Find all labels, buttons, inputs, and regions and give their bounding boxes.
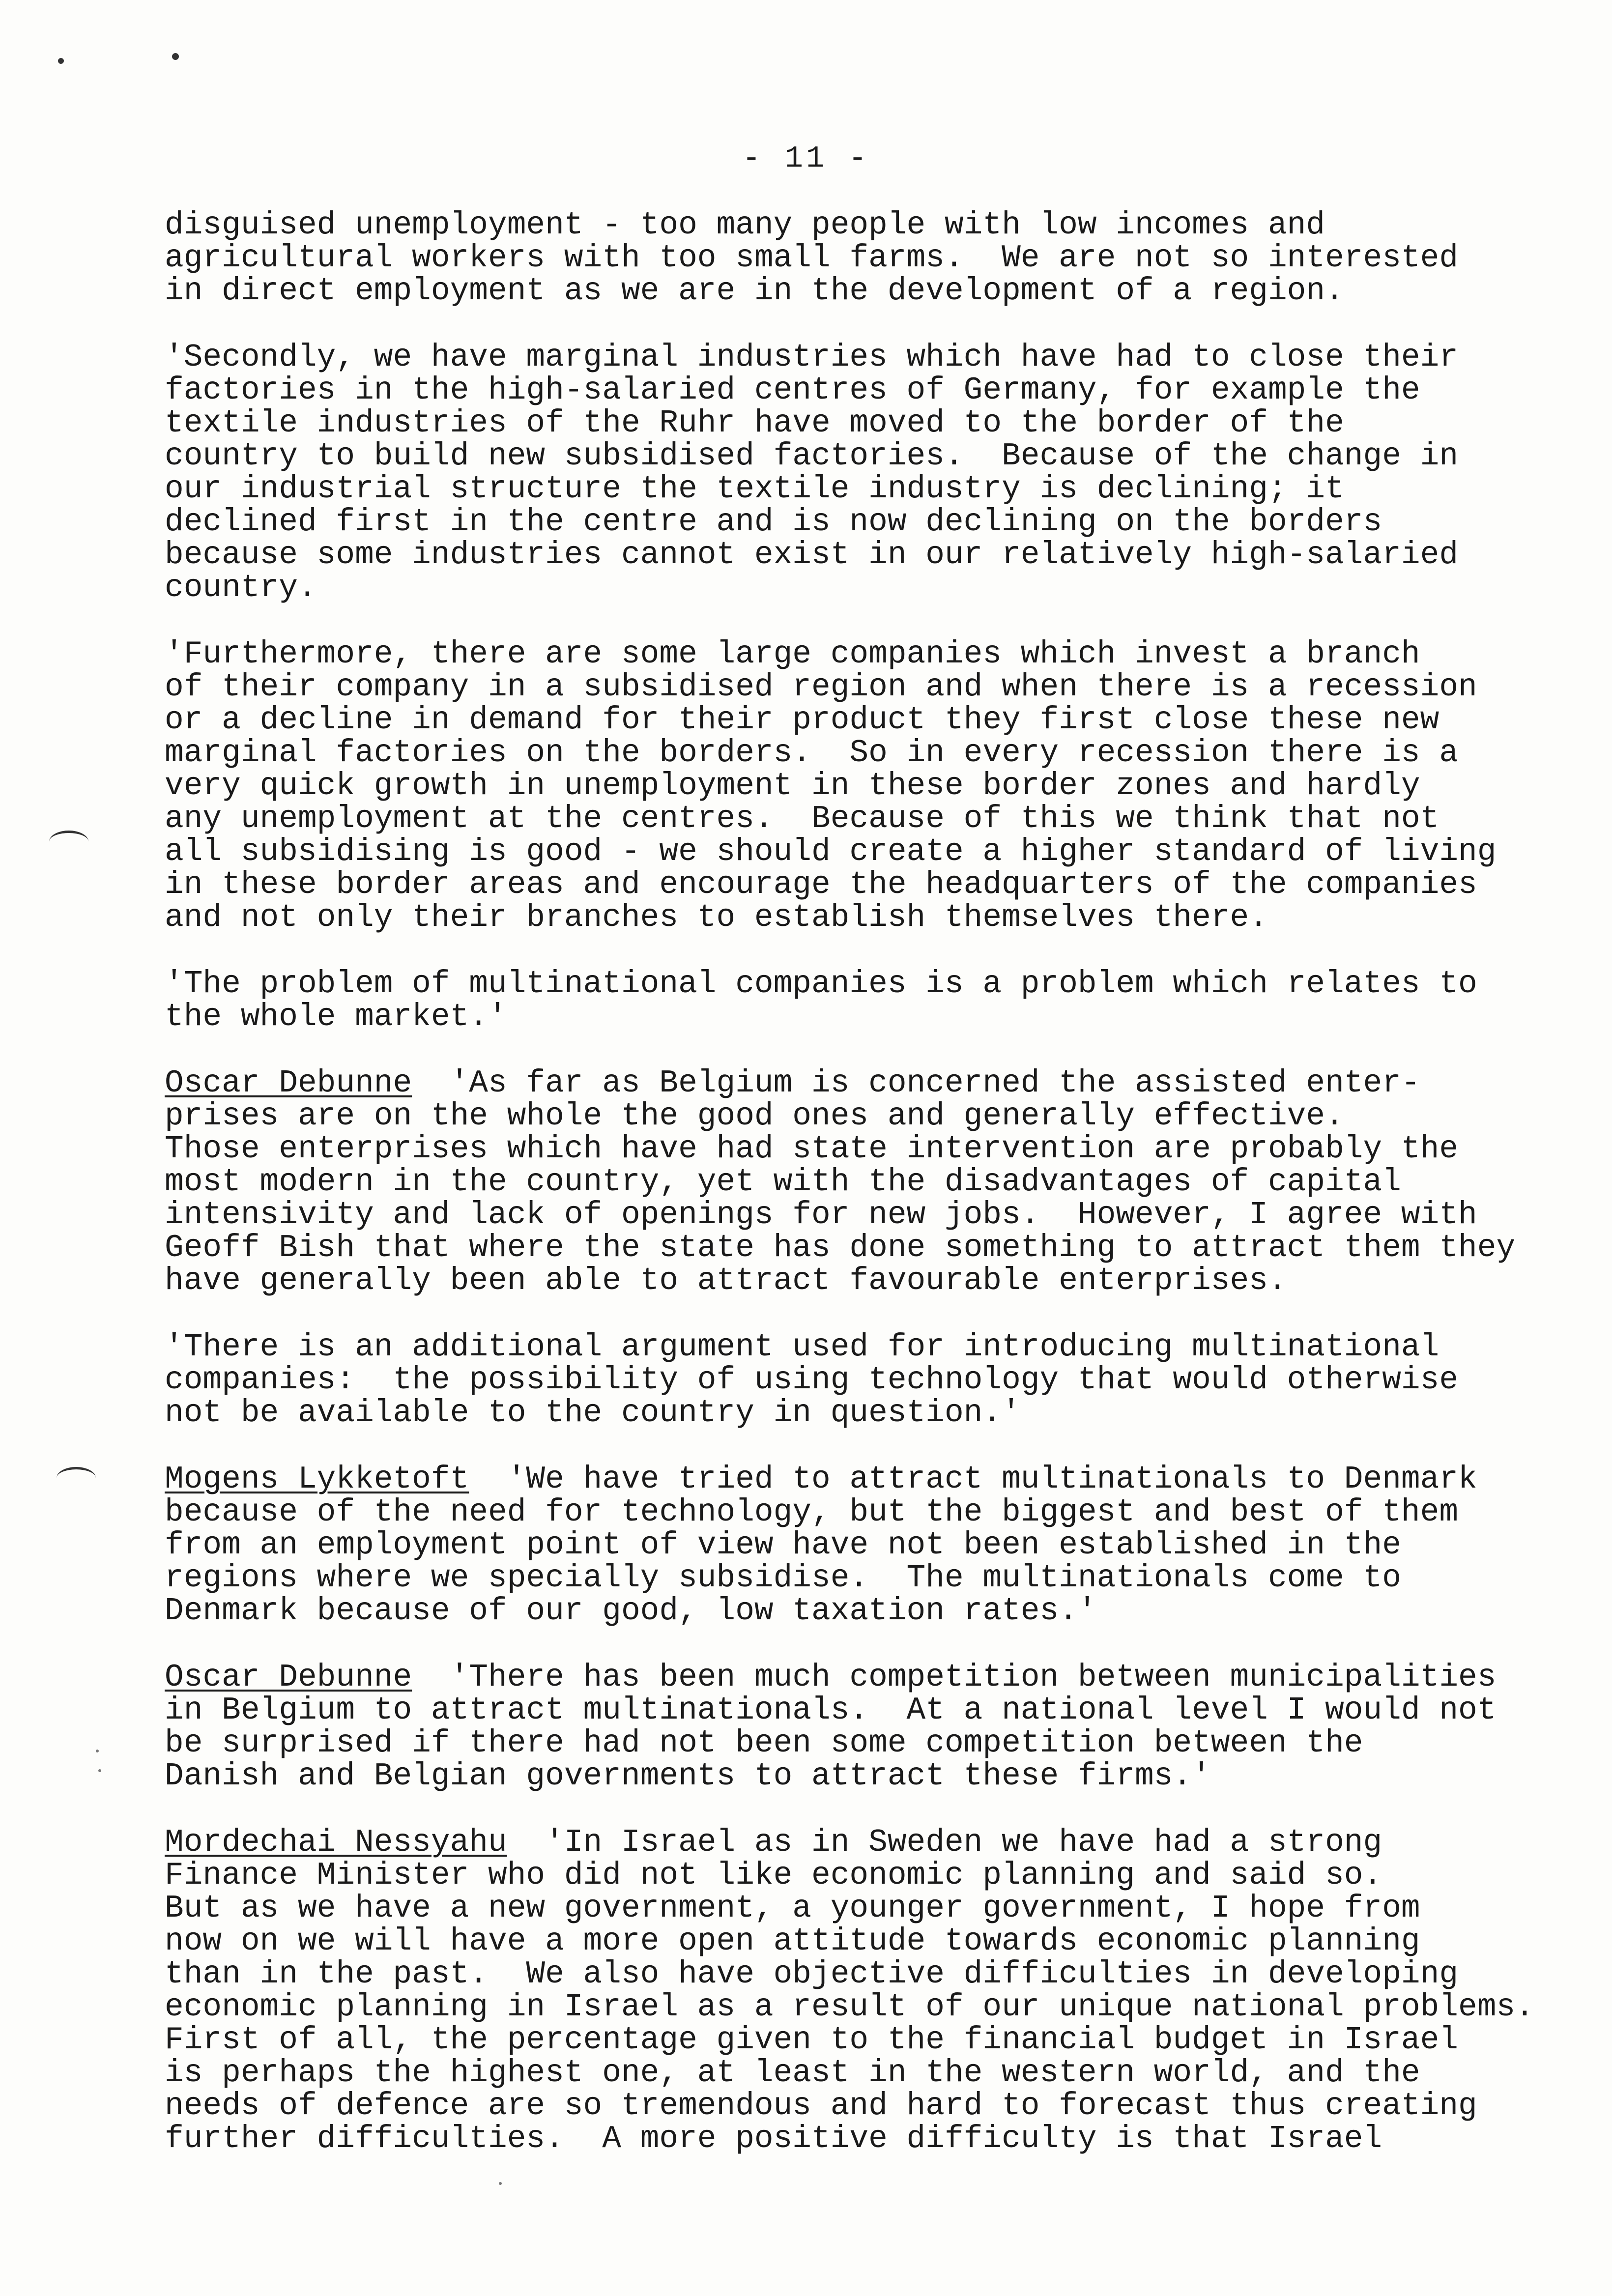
text-line: all subsidising is good - we should create a higher standard of living <box>165 834 1497 870</box>
text-line: of their company in a subsidised region and when there is a recession <box>165 669 1477 705</box>
text-line: because some industries cannot exist in our relatively high-salaried <box>165 537 1459 573</box>
speaker-name: Oscar Debunne <box>165 1065 412 1101</box>
text-line: disguised unemployment - too many people with low incomes and <box>165 207 1325 243</box>
scan-speck <box>98 1769 101 1772</box>
text-line: Danish and Belgian governments to attract these firms.' <box>165 1758 1211 1794</box>
text-line: declined first in the centre and is now declining on the borders <box>165 504 1382 540</box>
text-line <box>165 1661 1560 1694</box>
text-line: most modern in the country, yet with the disadvantages of capital <box>165 1164 1401 1200</box>
speaker-name: Mogens Lykketoft <box>165 1462 469 1497</box>
speech-text: 'As far as Belgium is concerned the assisted enter- <box>412 1065 1420 1101</box>
text-line: in these border areas and encourage the headquarters of the companies <box>165 867 1477 903</box>
scan-speck <box>96 1750 99 1752</box>
text-line: 'The problem of multinational companies is a problem which relates to <box>165 966 1477 1002</box>
page-number: - 11 - <box>742 141 870 176</box>
speaker-name: Mordechai Nessyahu <box>165 1825 507 1861</box>
text-line: is perhaps the highest one, at least in the western world, and the <box>165 2055 1420 2091</box>
text-line: Denmark because of our good, low taxation rates.' <box>165 1593 1097 1629</box>
text-line: Those enterprises which have had state intervention are probably the <box>165 1131 1459 1167</box>
speech-text: 'We have tried to attract multinationals to Denmark <box>469 1462 1477 1497</box>
text-line: now on we will have a more open attitude towards economic planning <box>165 1923 1420 1959</box>
speaker-name: Oscar Debunne <box>165 1660 412 1695</box>
text-line: 'Furthermore, there are some large companies which invest a branch <box>165 636 1420 672</box>
text-line: needs of defence are so tremendous and hard to forecast thus creating <box>165 2088 1477 2124</box>
text-line: Geoff Bish that where the state has done something to attract them they <box>165 1230 1516 1266</box>
text-line: have generally been able to attract favourable enterprises. <box>165 1263 1287 1299</box>
text-line: agricultural workers with too small farms. We are not so interested <box>165 240 1459 276</box>
paragraph-7 <box>165 1463 1560 1628</box>
text-line: further difficulties. A more positive difficulty is that Israel <box>165 2121 1382 2157</box>
text-line: But as we have a new government, a younger government, I hope from <box>165 1891 1420 1926</box>
speech-text: 'In Israel as in Sweden we have had a strong <box>507 1825 1382 1861</box>
paragraph-1 <box>165 209 1560 308</box>
text-line: intensivity and lack of openings for new jobs. However, I agree with <box>165 1197 1477 1233</box>
text-line: or a decline in demand for their product they first close these new <box>165 702 1439 738</box>
text-line: in Belgium to attract multinationals. At a national level I would not <box>165 1693 1497 1728</box>
speech-text: 'There has been much competition between municipalities <box>412 1660 1497 1695</box>
text-line: be surprised if there had not been some competition between the <box>165 1725 1363 1761</box>
text-line: from an employment point of view have not been established in the <box>165 1527 1401 1563</box>
paragraph-8 <box>165 1661 1560 1793</box>
text-line: First of all, the percentage given to the financial budget in Israel <box>165 2022 1459 2058</box>
text-line: economic planning in Israel as a result of our unique national problems. <box>165 1989 1534 2025</box>
text-line: companies: the possibility of using technology that would otherwise <box>165 1362 1459 1398</box>
punch-dot-mark <box>172 53 179 60</box>
text-line: Finance Minister who did not like economic planning and said so. <box>165 1858 1382 1894</box>
text-line: 'There is an additional argument used for introducing multinational <box>165 1329 1439 1365</box>
document-body <box>165 209 1560 2189</box>
text-line: country. <box>165 570 317 606</box>
text-line: our industrial structure the textile industry is declining; it <box>165 471 1344 507</box>
margin-curve-mark <box>49 831 88 853</box>
text-line <box>165 1067 1560 1100</box>
text-line: country to build new subsidised factories. Because of the change in <box>165 438 1459 474</box>
text-line: the whole market.' <box>165 999 507 1035</box>
margin-curve-mark <box>57 1467 96 1489</box>
paragraph-6 <box>165 1331 1560 1430</box>
text-line: prises are on the whole the good ones and generally effective. <box>165 1098 1344 1134</box>
paragraph-5 <box>165 1067 1560 1297</box>
paragraph-4 <box>165 968 1560 1033</box>
text-line <box>165 1826 1560 1859</box>
punch-dot-mark <box>58 58 64 64</box>
paragraph-2 <box>165 341 1560 604</box>
text-line: marginal factories on the borders. So in every recession there is a <box>165 735 1459 771</box>
paragraph-9 <box>165 1826 1560 2155</box>
text-line: very quick growth in unemployment in these border zones and hardly <box>165 768 1420 804</box>
text-line: regions where we specially subsidise. The multinationals come to <box>165 1560 1401 1596</box>
text-line: because of the need for technology, but the biggest and best of them <box>165 1494 1459 1530</box>
text-line: textile industries of the Ruhr have moved to the border of the <box>165 405 1344 441</box>
text-line: not be available to the country in question.' <box>165 1395 1021 1431</box>
text-line <box>165 1463 1560 1496</box>
text-line: than in the past. We also have objective difficulties in developing <box>165 1956 1459 1992</box>
paragraph-3 <box>165 638 1560 934</box>
text-line: any unemployment at the centres. Because of this we think that not <box>165 801 1439 837</box>
text-line: and not only their branches to establish themselves there. <box>165 900 1268 936</box>
text-line: factories in the high-salaried centres of Germany, for example the <box>165 373 1420 408</box>
text-line: in direct employment as we are in the development of a region. <box>165 273 1344 309</box>
text-line: 'Secondly, we have marginal industries which have had to close their <box>165 340 1459 375</box>
